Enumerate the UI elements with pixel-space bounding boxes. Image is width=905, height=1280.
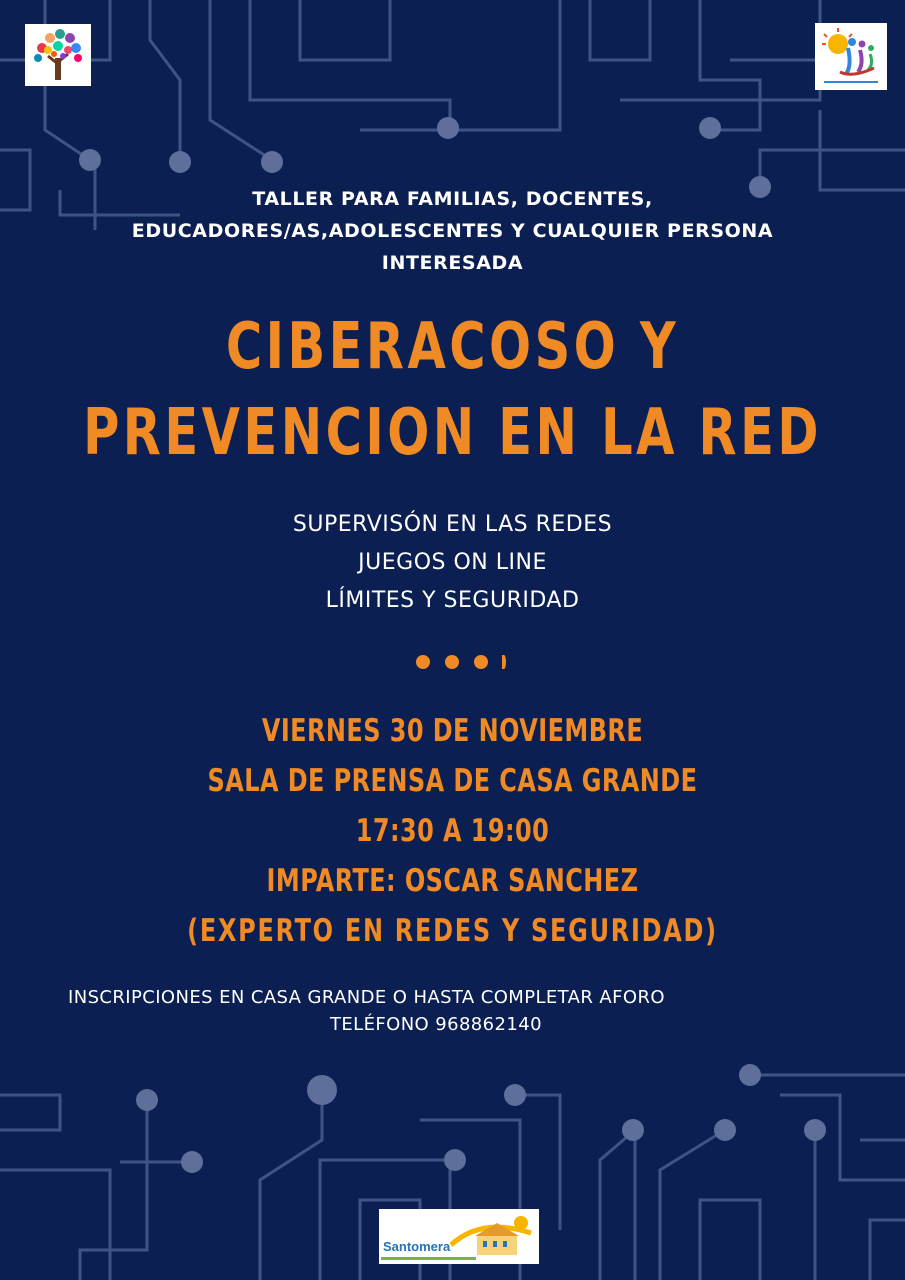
dot-icon [474, 655, 488, 669]
santomera-logo [379, 1209, 539, 1264]
intro-text [0, 183, 905, 279]
topics-list [0, 506, 905, 620]
tree-icon [28, 26, 88, 84]
event-time: 17:30 A 19:00 [355, 813, 550, 849]
houses-sun-icon [381, 1211, 537, 1263]
event-speaker: IMPARTE: OSCAR SANCHEZ [266, 863, 639, 899]
event-date: VIERNES 30 DE NOVIEMBRE [261, 713, 644, 749]
phone-info: TELÉFONO 968862140 [330, 1014, 542, 1035]
dot-icon [445, 655, 459, 669]
topic-item: LÍMITES Y SEGURIDAD [325, 588, 580, 613]
people-sun-icon [818, 26, 884, 88]
registration-info: INSCRIPCIONES EN CASA GRANDE O HASTA COMPLETAR AFORO [68, 987, 665, 1008]
decorative-dots [412, 655, 512, 671]
topic-item: SUPERVISÓN EN LAS REDES [292, 512, 613, 537]
title-line-2: PREVENCION EN LA RED [83, 396, 822, 470]
event-place: SALA DE PRENSA DE CASA GRANDE [207, 763, 698, 799]
topic-item: JUEGOS ON LINE [358, 550, 547, 575]
intro-line-2: EDUCADORES/AS,ADOLESCENTES Y CUALQUIER PERSONA [131, 220, 774, 242]
intro-line-3: INTERESADA [381, 252, 524, 274]
title-line-1: CIBERACOSO Y [225, 310, 680, 384]
association-logo [815, 23, 887, 90]
tree-logo [25, 24, 91, 86]
event-title [63, 304, 841, 476]
dot-icon [502, 655, 506, 669]
dot-icon [416, 655, 430, 669]
intro-line-1: TALLER PARA FAMILIAS, DOCENTES, [252, 188, 653, 210]
santomera-logo-text: Santomera [383, 1239, 451, 1254]
speaker-role: (EXPERTO EN REDES Y SEGURIDAD) [187, 913, 718, 949]
event-details [63, 706, 841, 956]
